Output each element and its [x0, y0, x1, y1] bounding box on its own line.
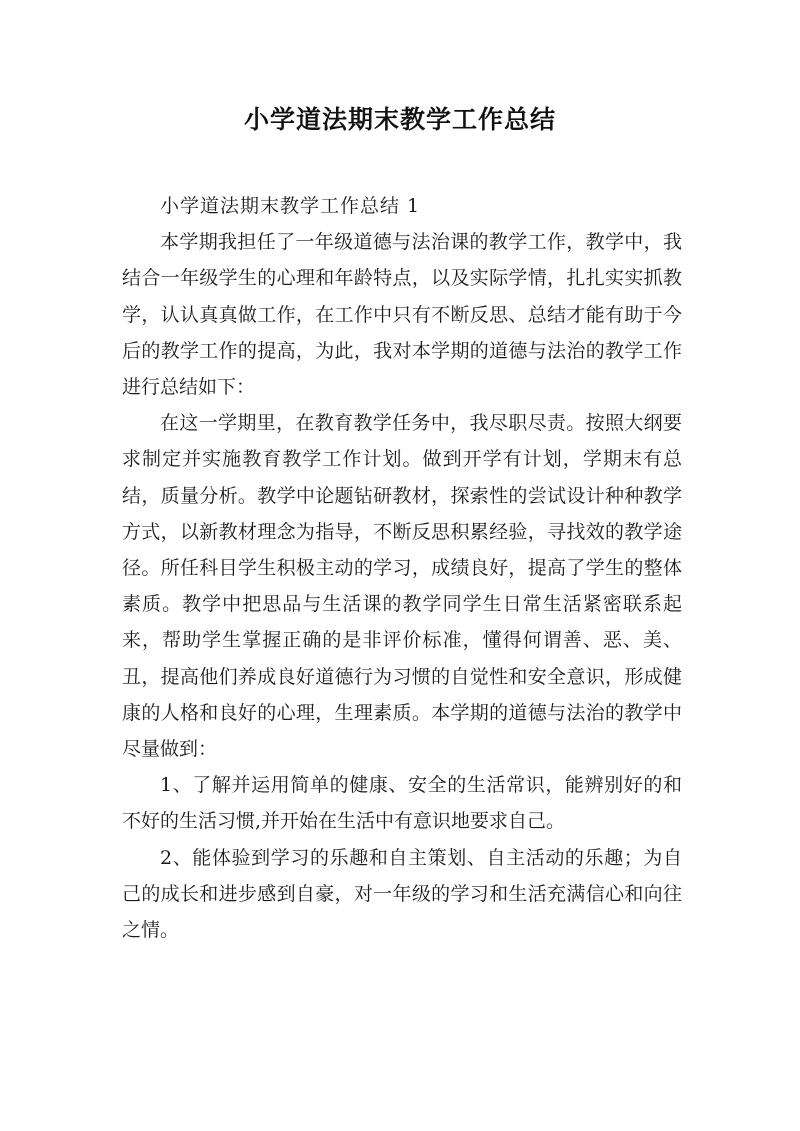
- document-title: 小学道法期末教学工作总结: [243, 105, 556, 134]
- list-item-2: 2、能体验到学习的乐趣和自主策划、自主活动的乐趣；为自己的成长和进步感到自豪，对一年级的学习和生活充满信心和向往之情。: [122, 846, 682, 942]
- paragraph-summary: 在这一学期里，在教育教学任务中，我尽职尽责。按照大纲要求制定并实施教育教学工作计划。做到开学有计划，学期末有总结，质量分析。教学中论题钻研教材，探索性的尝试设计种种教学方式，以新教材理念为指导，不断反思积累经验，寻找效的教学途径。所任科目学生积极主动的学习，成绩良好，提高了学生的整体素质。教学中把思品与生活课的教学同学生日常生活紧密联系起来，帮助学生掌握正确的是非评价标准，懂得何谓善、恶、美、丑，提高他们养成良好道德行为习惯的自觉性和安全意识，形成健康的人格和良好的心理，生理素质。本学期的道德与法治的教学中尽量做到：: [122, 412, 682, 761]
- section-heading: 小学道法期末教学工作总结 1: [160, 195, 421, 217]
- paragraph-intro: 本学期我担任了一年级道德与法治课的教学工作，教学中，我结合一年级学生的心理和年龄特点，以及实际学情，扎扎实实抓教学，认认真真做工作，在工作中只有不断反思、总结才能有助于今后的教学工作的提高，为此，我对本学期的道德与法治的教学工作进行总结如下：: [122, 231, 682, 399]
- list-item-1: 1、了解并运用简单的健康、安全的生活常识，能辨别好的和不好的生活习惯,并开始在生活中有意识地要求自己。: [122, 774, 682, 833]
- document-body: [122, 188, 682, 948]
